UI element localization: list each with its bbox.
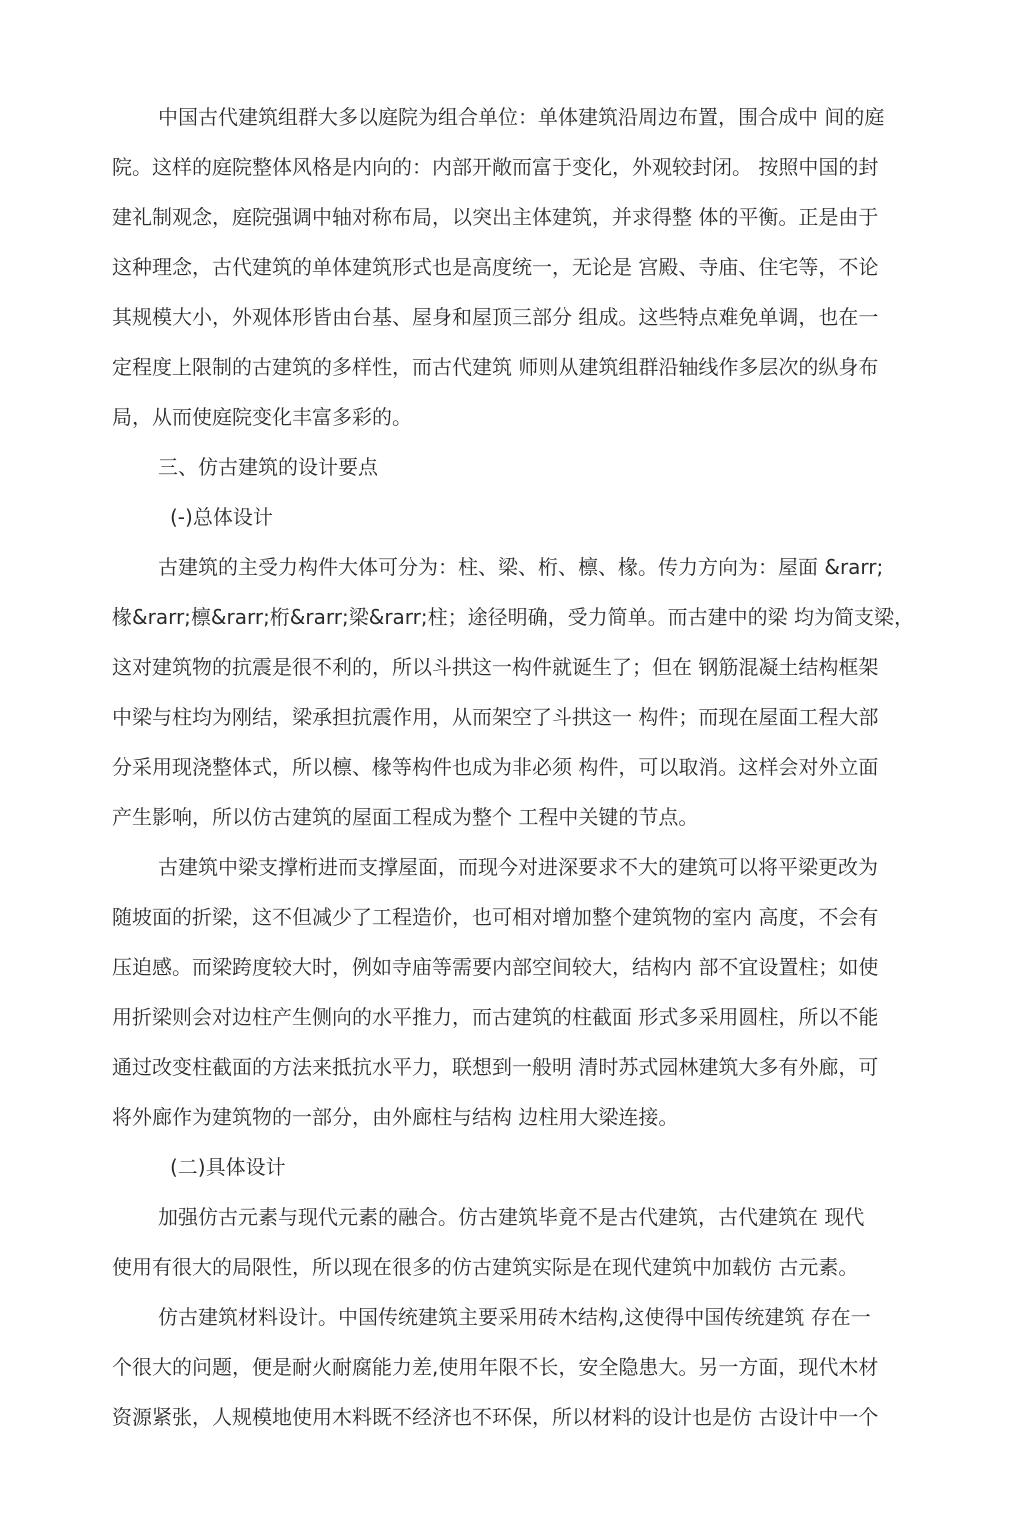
- text-line: 这种理念，古代建筑的单体建筑形式也是高度统一，无论是 宫殿、寺庙、住宅等，不论: [112, 255, 879, 279]
- paragraph-load-bearing: [112, 542, 920, 842]
- text-line: 使用有很大的局限性，所以现在很多的仿古建筑实际是在现代建筑中加载仿 古元素。: [112, 1255, 859, 1279]
- text-line: 椽&rarr;檩&rarr;桁&rarr;梁&rarr;柱；途径明确，受力简单。而古建中的梁 均为简支梁，: [112, 605, 914, 629]
- text-line: 资源紧张，人规模地使用木料既不经济也不环保，所以材料的设计也是仿 古设计中一个: [112, 1405, 879, 1429]
- text-line: 加强仿古元素与现代元素的融合。仿古建筑毕竟不是古代建筑，古代建筑在 现代: [158, 1205, 865, 1229]
- text-line: 将外廊作为建筑物的一部分，由外廊柱与结构 边柱用大梁连接。: [112, 1105, 679, 1129]
- subsection-heading-overall: (-)总体设计: [170, 505, 273, 529]
- text-line: 其规模大小，外观体形皆由台基、屋身和屋顶三部分 组成。这些特点难免单调，也在一: [112, 305, 879, 329]
- text-line: 随坡面的折梁，这不但减少了工程造价，也可相对增加整个建筑物的室内 高度，不会有: [112, 905, 879, 929]
- text-line: 古建筑的主受力构件大体可分为：柱、梁、桁、檩、椽。传力方向为：屋面 &rarr;: [158, 555, 884, 579]
- paragraph-materials: [112, 1292, 920, 1442]
- text-line: 这对建筑物的抗震是很不利的，所以斗拱这一构件就诞生了；但在 钢筋混凝土结构框架: [112, 655, 879, 679]
- text-line: 定程度上限制的古建筑的多样性，而古代建筑 师则从建筑组群沿轴线作多层次的纵身布: [112, 355, 879, 379]
- subsection-heading-specific: (二)具体设计: [170, 1155, 286, 1179]
- paragraph-beams: [112, 842, 920, 1142]
- text-line: 仿古建筑材料设计。中国传统建筑主要采用砖木结构,这使得中国传统建筑 存在一: [158, 1305, 871, 1329]
- text-line: 中梁与柱均为刚结，梁承担抗震作用，从而架空了斗拱这一 构件；而现在屋面工程大部: [112, 705, 879, 729]
- text-line: 古建筑中梁支撑桁进而支撑屋面，而现今对进深要求不大的建筑可以将平梁更改为: [158, 855, 878, 879]
- text-line: 建礼制观念，庭院强调中轴对称布局，以突出主体建筑，并求得整 体的平衡。正是由于: [112, 205, 879, 229]
- text-line: 通过改变柱截面的方法来抵抗水平力，联想到一般明 清时苏式园林建筑大多有外廊，可: [112, 1055, 879, 1079]
- paragraph-fusion: [112, 1192, 920, 1292]
- text-line: 个很大的问题，便是耐火耐腐能力差,使用年限不长，安全隐患大。另一方面，现代木材: [112, 1355, 879, 1379]
- text-line: 院。这样的庭院整体风格是内向的：内部开敞而富于变化，外观较封闭。 按照中国的封: [112, 155, 879, 179]
- text-line: 局，从而使庭院变化丰富多彩的。: [112, 405, 412, 429]
- text-line: 用折梁则会对边柱产生侧向的水平推力，而古建筑的柱截面 形式多采用圆柱，所以不能: [112, 1005, 879, 1029]
- text-line: 中国古代建筑组群大多以庭院为组合单位：单体建筑沿周边布置，围合成中 间的庭: [158, 105, 885, 129]
- paragraph-courtyard: [112, 92, 920, 442]
- document-page: [112, 92, 920, 1442]
- text-line: 分采用现浇整体式，所以檩、椽等构件也成为非必须 构件，可以取消。这样会对外立面: [112, 755, 879, 779]
- text-line: 产生影响，所以仿古建筑的屋面工程成为整个 工程中关键的节点。: [112, 805, 699, 829]
- text-line: 压迫感。而梁跨度较大时，例如寺庙等需要内部空间较大，结构内 部不宜设置柱；如使: [112, 955, 879, 979]
- section-heading: 三、仿古建筑的设计要点: [158, 455, 378, 479]
